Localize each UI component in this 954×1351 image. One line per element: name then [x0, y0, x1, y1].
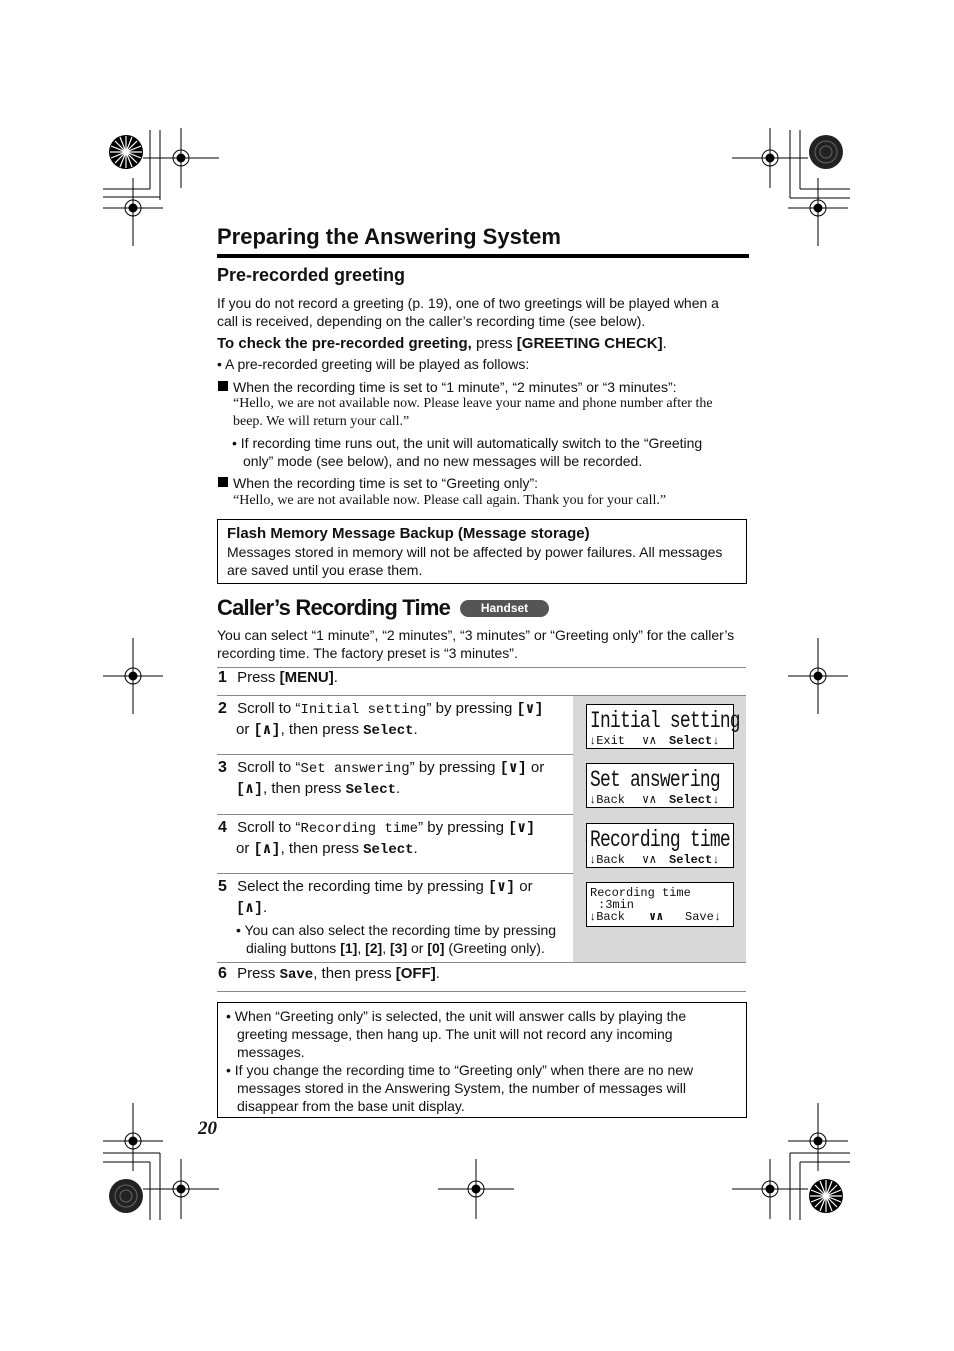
case1-label: When the recording time is set to “1 minute”, “2 minutes” or “3 minutes”: [233, 379, 677, 395]
step-text: or [236, 721, 254, 738]
square-bullet-icon [218, 477, 228, 487]
note-text: dialing buttons [246, 940, 341, 956]
step-number: 5 [218, 878, 227, 895]
table-rule [217, 962, 746, 963]
softkey-arrow-icon: ↓ [589, 853, 597, 867]
period: . [396, 780, 401, 797]
check-instruction [217, 335, 667, 353]
pre-recorded-heading: Pre-recorded greeting [217, 265, 406, 285]
period: . [333, 669, 338, 686]
lcd-right-softkey [669, 794, 719, 806]
key-0: [0] [427, 940, 445, 956]
lcd-scroll-arrows: ∨∧ [649, 910, 664, 924]
softkey-arrow-icon: ↓ [712, 853, 720, 867]
note-line: messages stored in the Answering System, the number of messages will [237, 1080, 686, 1096]
softkey-arrow-icon: ↓ [589, 910, 597, 924]
lcd-left-label: Back [596, 853, 626, 867]
down-key: [∨] [508, 820, 536, 837]
step-text: , then press [280, 721, 364, 738]
step-text: , then press [280, 840, 364, 857]
note-line: • If you change the recording time to “Greeting only” when there are no new [226, 1062, 694, 1078]
page-number: 20 [198, 1118, 217, 1139]
callers-intro [217, 626, 734, 662]
step-number: 6 [218, 965, 227, 982]
lcd-initial-setting [586, 704, 740, 749]
lcd-left-softkey [589, 794, 625, 806]
step-text: or [515, 878, 533, 895]
up-key: [∧] [236, 781, 264, 798]
lcd-line: :3min [598, 898, 635, 912]
note-line: disappear from the base unit display. [237, 1098, 465, 1114]
lcd-title: Recording time [590, 827, 730, 853]
played-bullet: • A pre-recorded greeting will be played as follows: [217, 356, 530, 372]
step-text: Scroll to “ [237, 759, 301, 776]
note-line: • You can also select the recording time by pressing [236, 922, 557, 938]
period: . [413, 840, 418, 857]
off-key: [OFF] [395, 965, 436, 982]
step-4 [218, 818, 570, 860]
lcd-right-label: Select [669, 853, 713, 867]
down-key: [∨] [516, 701, 544, 718]
section-rule [217, 254, 749, 258]
note-line: messages. [237, 1044, 305, 1060]
case1-note [232, 434, 702, 470]
lcd-scroll-arrows: ∨∧ [642, 793, 657, 807]
step-text: Scroll to “ [237, 700, 301, 717]
select-key: Select [363, 842, 414, 858]
lcd-left-softkey [589, 911, 625, 923]
step-text: ” by pressing [409, 759, 500, 776]
step-5-note [218, 921, 570, 957]
lcd-line: Recording time [590, 886, 691, 900]
menu-code: Initial setting [300, 702, 427, 718]
flash-box-title: Flash Memory Message Backup (Message storage) [227, 525, 590, 542]
intro-line: If you do not record a greeting (p. 19), one of two greetings will be played when a [217, 295, 719, 311]
step-text: Select the recording time by pressing [237, 878, 489, 895]
step-6 [218, 965, 440, 983]
step-text: ” by pressing [418, 819, 509, 836]
flash-memory-box [217, 519, 747, 584]
down-key: [∨] [488, 879, 516, 896]
lcd-left-label: Back [596, 793, 626, 807]
step-5 [218, 877, 570, 957]
table-rule [217, 991, 746, 992]
table-rule [217, 754, 573, 755]
step-text: or [236, 840, 254, 857]
menu-code: Set answering [300, 761, 410, 777]
step-text: , then press [263, 780, 346, 797]
lcd-recording-time-value [586, 882, 734, 927]
flash-box-line: Messages stored in memory will not be affected by power failures. All messages [227, 544, 723, 560]
softkey-arrow-icon: ↓ [712, 793, 720, 807]
period: . [413, 721, 418, 738]
period: . [263, 899, 268, 916]
note-line: • If recording time runs out, the unit will automatically switch to the “Greeting [232, 435, 703, 451]
note-text: , [382, 940, 390, 956]
note-text: (Greeting only). [444, 940, 545, 956]
step-text: , then press [313, 965, 396, 982]
check-press: press [471, 335, 517, 352]
lcd-left-softkey [589, 854, 625, 866]
up-key: [∧] [236, 900, 264, 917]
lcd-right-softkey [685, 911, 721, 923]
menu-key: [MENU] [279, 669, 334, 686]
handset-badge: Handset [460, 600, 549, 617]
step-3 [218, 758, 570, 800]
lcd-right-softkey [669, 854, 719, 866]
softkey-arrow-icon: ↓ [712, 734, 720, 748]
quote-line: “Hello, we are not available now. Please leave your name and phone number after the [233, 396, 713, 411]
note-text: , [357, 940, 366, 956]
step-1 [218, 669, 338, 687]
key-3: [3] [390, 940, 408, 956]
note-text: or [407, 940, 428, 956]
case2-label: When the recording time is set to “Greeting only”: [233, 475, 539, 491]
key-1: [1] [340, 940, 358, 956]
intro-line: recording time. The factory preset is “3 minutes”. [217, 645, 518, 661]
save-key: Save [279, 967, 314, 983]
intro-line: You can select “1 minute”, “2 minutes”, “3 minutes” or “Greeting only” for the caller’s [217, 627, 735, 643]
lcd-right-softkey [669, 735, 719, 747]
table-rule [217, 667, 746, 668]
step-number: 2 [218, 700, 227, 717]
softkey-arrow-icon: ↓ [589, 793, 597, 807]
step-number: 3 [218, 759, 227, 776]
intro-line: call is received, depending on the caller’s recording time (see below). [217, 313, 646, 329]
menu-code: Recording time [300, 821, 419, 837]
note-line: only” mode (see below), and no new messages will be recorded. [243, 453, 643, 469]
flash-box-line: are saved until you erase them. [227, 562, 423, 578]
lcd-left-label: Back [596, 910, 626, 924]
case1-quote [233, 395, 713, 431]
softkey-arrow-icon: ↓ [589, 734, 597, 748]
period: . [662, 335, 667, 352]
lcd-right-label: Select [669, 734, 713, 748]
step-number: 1 [218, 669, 227, 686]
key-2: [2] [365, 940, 383, 956]
callers-heading: Caller’s Recording Time [217, 595, 451, 620]
quote-line: beep. We will return your call.” [233, 414, 410, 429]
step-text: Scroll to “ [237, 819, 301, 836]
lcd-right-label: Save [685, 910, 714, 924]
period: . [435, 965, 440, 982]
notes-box [217, 1002, 747, 1118]
lcd-scroll-arrows: ∨∧ [642, 853, 657, 867]
table-rule [217, 873, 573, 874]
select-key: Select [363, 723, 414, 739]
case2-quote: “Hello, we are not available now. Please call again. Thank you for your call.” [233, 493, 667, 508]
square-bullet-icon [218, 381, 228, 391]
section-title: Preparing the Answering System [217, 224, 561, 249]
note-line: greeting message, then hang up. The unit will not record any incoming [237, 1026, 673, 1042]
lcd-recording-time [586, 823, 734, 868]
lcd-left-softkey [589, 735, 625, 747]
lcd-left-label: Exit [596, 734, 626, 748]
lcd-scroll-arrows: ∨∧ [642, 734, 657, 748]
step-text: or [526, 759, 545, 776]
greeting-check-key: [GREETING CHECK] [516, 335, 663, 352]
lcd-title: Initial setting [590, 708, 740, 734]
up-key: [∧] [253, 841, 281, 858]
note-line: • When “Greeting only” is selected, the unit will answer calls by playing the [226, 1008, 687, 1024]
step-number: 4 [218, 819, 227, 836]
check-bold: To check the pre-recorded greeting, [217, 335, 472, 352]
lcd-title: Set answering [590, 767, 720, 793]
softkey-arrow-icon: ↓ [713, 910, 722, 924]
step-text: ” by pressing [426, 700, 517, 717]
down-key: [∨] [499, 760, 527, 777]
lcd-right-label: Select [669, 793, 713, 807]
select-key: Select [345, 782, 397, 798]
step-text: Press [237, 965, 280, 982]
step-text: Press [237, 669, 280, 686]
lcd-set-answering [586, 763, 734, 808]
up-key: [∧] [253, 722, 281, 739]
step-2 [218, 699, 570, 741]
pre-recorded-intro [217, 294, 757, 330]
table-rule [217, 814, 573, 815]
